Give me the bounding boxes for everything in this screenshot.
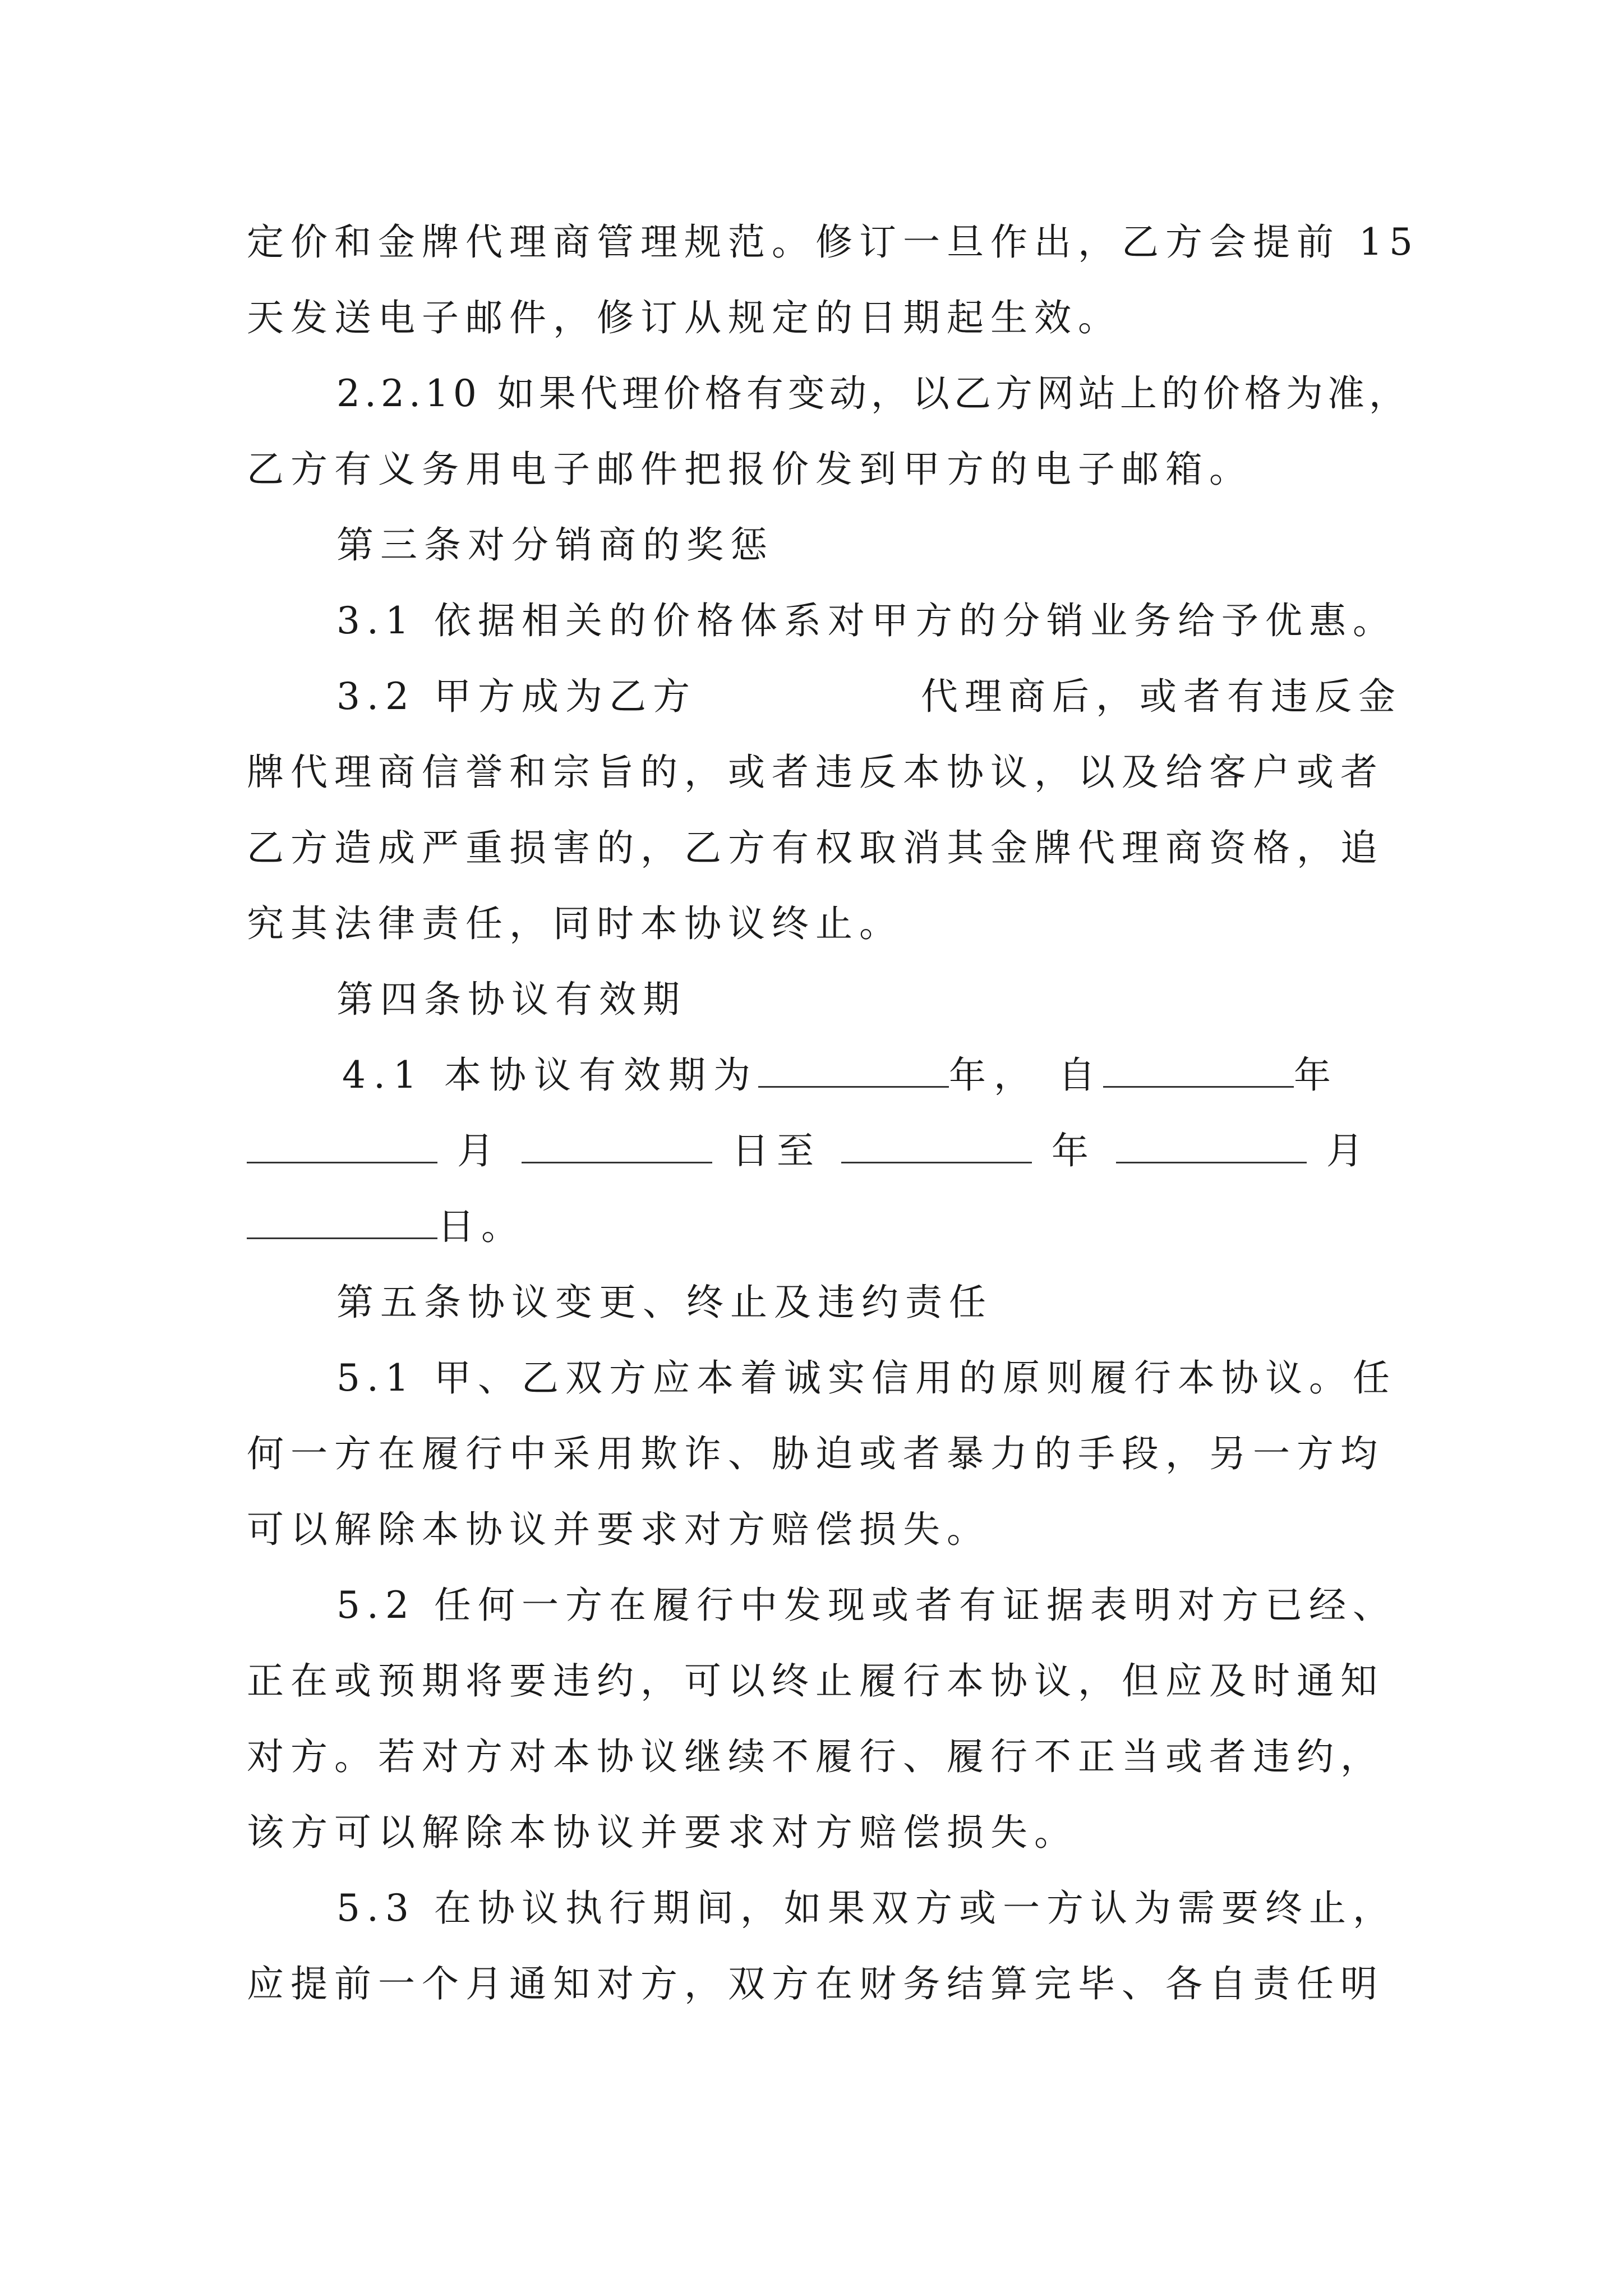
text-line: 究其法律责任，同时本协议终止。 [247, 902, 903, 945]
clause-2-2-10: 2.2.10 如果代理价格有变动，以乙方网站上的价格为准， [336, 372, 1410, 415]
section-heading-4: 第四条协议有效期 [336, 978, 686, 1021]
section-heading-5: 第五条协议变更、终止及违约责任 [336, 1281, 993, 1324]
clause-4-1-lead: 4.1 本协议有效期为 [342, 1053, 758, 1097]
text-line: 可以解除本协议并要求对方赔偿损失。 [247, 1508, 990, 1551]
year-label-2: 年 [1051, 1129, 1096, 1172]
section-heading-3: 第三条对分销商的奖惩 [336, 523, 774, 567]
text-line: 牌代理商信誉和宗旨的，或者违反本协议，以及给客户或者 [247, 751, 1384, 794]
text-line: 乙方有义务用电子邮件把报价发到甲方的电子邮箱。 [247, 448, 1253, 491]
start-month-blank [247, 1129, 437, 1163]
start-day-blank [522, 1129, 712, 1163]
year-label: 年 [1293, 1053, 1339, 1097]
day-end-label: 日。 [437, 1205, 525, 1248]
duration-blank [758, 1053, 949, 1088]
text-line: 定价和金牌代理商管理规范。修订一旦作出，乙方会提前 15 [247, 220, 1419, 264]
text-line: 该方可以解除本协议并要求对方赔偿损失。 [247, 1811, 1078, 1854]
clause-3-2-part-a: 3.2 甲方成为乙方 [336, 675, 697, 718]
clause-3-1: 3.1 依据相关的价格体系对甲方的分销业务给予优惠。 [336, 599, 1396, 642]
text-line: 何一方在履行中采用欺诈、胁迫或者暴力的手段，另一方均 [247, 1432, 1384, 1475]
clause-3-2-part-b: 代理商后，或者有违反金 [920, 675, 1402, 718]
end-day-blank [247, 1205, 437, 1239]
clause-5-3: 5.3 在协议执行期间，如果双方或一方认为需要终止， [336, 1887, 1396, 1930]
text-line: 应提前一个月通知对方，双方在财务结算完毕、各自责任明 [247, 1962, 1384, 2005]
clause-5-1: 5.1 甲、乙双方应本着诚实信用的原则履行本协议。任 [336, 1356, 1396, 1400]
years-label: 年， [948, 1053, 1039, 1097]
start-year-blank [1103, 1053, 1294, 1088]
clause-5-2: 5.2 任何一方在履行中发现或者有证据表明对方已经、 [336, 1584, 1396, 1627]
clause-4-1-line-1 [342, 1053, 1385, 1098]
text-line: 乙方造成严重损害的，乙方有权取消其金牌代理商资格，追 [247, 826, 1384, 869]
day-to-label: 日至 [731, 1129, 822, 1172]
clause-4-1-line-3 [247, 1204, 1380, 1249]
end-month-blank [1116, 1129, 1307, 1163]
end-year-blank [841, 1129, 1032, 1163]
from-label: 自 [1058, 1053, 1103, 1097]
clause-3-2 [336, 674, 1402, 719]
text-line: 对方。若对方对本协议继续不履行、履行不正当或者违约， [247, 1735, 1384, 1778]
clause-4-1-line-2 [247, 1129, 1380, 1174]
month-label: 月 [457, 1129, 502, 1172]
text-line: 正在或预期将要违约，可以终止履行本协议，但应及时通知 [247, 1659, 1384, 1703]
month-label-2: 月 [1326, 1129, 1371, 1172]
text-line: 天发送电子邮件，修订从规定的日期起生效。 [247, 296, 1122, 339]
